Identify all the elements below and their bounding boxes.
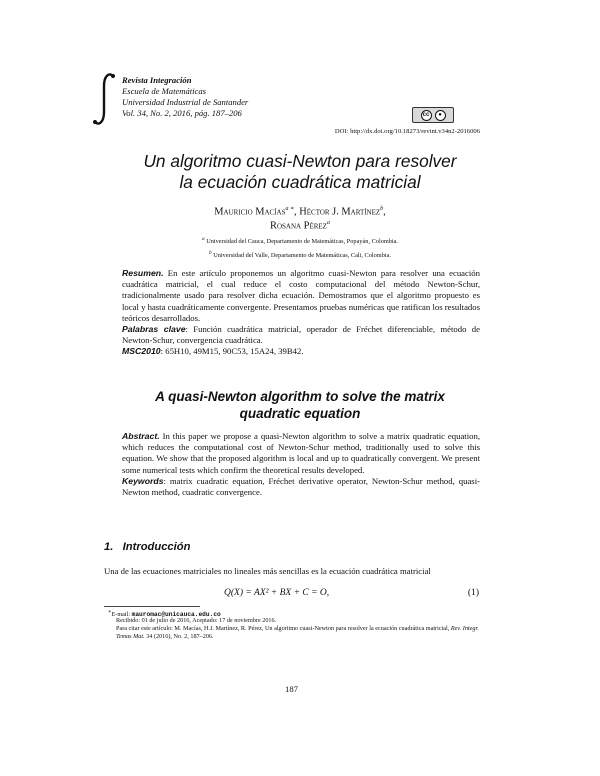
- footnote-cite-prefix: Para citar este artículo: M. Macías, H.J. Martínez, R. Pérez, Un algoritmo cuasi-Newton para resolver la ecuación cuadrática matricial,: [116, 625, 451, 632]
- creative-commons-icon: cc: [421, 110, 432, 121]
- affiliation-a-text: Universidad del Cauca, Departamento de Matemáticas, Popayán, Colombia.: [206, 238, 399, 246]
- resumen-block: [122, 268, 480, 358]
- paper-title-line1: Un algoritmo cuasi-Newton para resolver: [143, 151, 457, 171]
- abstract-label: Abstract.: [122, 431, 160, 441]
- msc-text: : 65H10, 49M15, 90C53, 15A24, 39B42.: [160, 346, 304, 357]
- affiliation-b: [100, 250, 500, 259]
- paper-title-line2: la ecuación cuadrática matricial: [179, 172, 421, 192]
- abstract-block: [122, 431, 480, 498]
- authors-line1: Mauricio Macías$^{a ∗}$, Héctor J. Martínez$^b$,: [214, 206, 386, 218]
- author-martinez-sup: b: [380, 206, 384, 212]
- equation-1-number: (1): [467, 588, 479, 598]
- author-martinez: Héctor J. Martínez: [299, 206, 381, 218]
- page-number: 187: [284, 684, 299, 694]
- affiliation-b-text: Universidad del Valle, Departamento de Matemáticas, Cali, Colombia.: [213, 252, 391, 260]
- authors-line2: [100, 216, 500, 233]
- section-heading: [104, 541, 190, 553]
- english-title-line2: quadratic equation: [239, 406, 361, 421]
- journal-logo-icon: [92, 70, 118, 128]
- affiliation-a-sup: a: [201, 236, 205, 242]
- journal-school: Escuela de Matemáticas: [122, 86, 207, 96]
- attribution-icon: ●: [435, 110, 446, 121]
- author-perez: Rosana Pérez: [270, 220, 327, 232]
- footnote-cite-suffix: 34 (2016), No. 2, 187–206.: [144, 632, 214, 640]
- keywords-label: Keywords: [122, 475, 164, 486]
- english-title-line1: A quasi-Newton algorithm to solve the matrix: [155, 389, 445, 404]
- section-number: 1.: [104, 541, 114, 553]
- journal-university: Universidad Industrial de Santander: [122, 97, 249, 107]
- intro-paragraph: Una de las ecuaciones matriciales no lineales más sencillas es la ecuación cuadrática matricial: [104, 566, 431, 576]
- section-title: Introducción: [122, 541, 191, 553]
- msc-label: MSC2010: [122, 346, 161, 357]
- footnote-citation: [116, 625, 479, 640]
- keywords-text: : matrix cuadratic equation, Fréchet derivative operator, Newton-Schur method, quasi-Newton method, cuadratic convergence.: [122, 475, 480, 498]
- author-macias-sup: a ∗: [285, 206, 295, 212]
- footnote-email-label: E-mail:: [111, 611, 132, 619]
- palabras-clave-label: Palabras clave: [122, 324, 186, 335]
- footnote-received: Recibido: 01 de julio de 2016, Aceptado: 17 de noviembre 2016.: [116, 617, 277, 624]
- footnote-divider: [104, 606, 200, 607]
- resumen-text: En este artículo proponemos un algoritmo cuasi-Newton para resolver una ecuación cuadrática matricial, el cual reduce el costo computacional del método Newton-Schur, tradicionalmente usado para resolver dicha ecuación. Demostramos que el algoritmo propuesto es local y hasta cuadráticamente convergente. Presentamos pruebas numéricas que ratifican los resultados teóricos desarrollados.: [122, 268, 480, 323]
- footnote-email-address[interactable]: mauromac@unicauca.edu.co: [131, 611, 221, 619]
- footnote-cite-journal: Rev. Integr. Temas Mat.: [116, 625, 479, 640]
- author-macias: Mauricio Macías: [214, 206, 286, 218]
- affiliation-a: [100, 236, 500, 245]
- footnote-mark: ∗: [108, 609, 112, 615]
- author-perez-sup: a: [326, 220, 330, 226]
- doi-link[interactable]: DOI: http://dx.doi.org/10.18273/revint.v34n2-2016006: [334, 128, 480, 135]
- abstract-text: In this paper we propose a quasi-Newton algorithm to solve a matrix quadratic equation, which reduces the computational cost of Newton-Schur method, traditionally used to solve this equation. We show that the proposed algorithm is local and up to quadratically convergent. We present some numerical tests which confirm the theoretical results developed.: [122, 431, 480, 475]
- affiliation-b-sup: b: [209, 250, 212, 256]
- journal-name: Revista Integración: [122, 75, 192, 85]
- equation-1-body: Q(X) = AX² + BX + C = O,: [224, 588, 330, 598]
- license-badge[interactable]: [412, 107, 454, 123]
- palabras-clave-text: : Función cuadrática matricial, operador de Fréchet diferenciable, método de Newton-Schur, convergencia cuadrática.: [122, 324, 480, 346]
- resumen-label: Resumen.: [122, 268, 164, 278]
- journal-volume: Vol. 34, No. 2, 2016, pág. 187–206: [122, 108, 242, 118]
